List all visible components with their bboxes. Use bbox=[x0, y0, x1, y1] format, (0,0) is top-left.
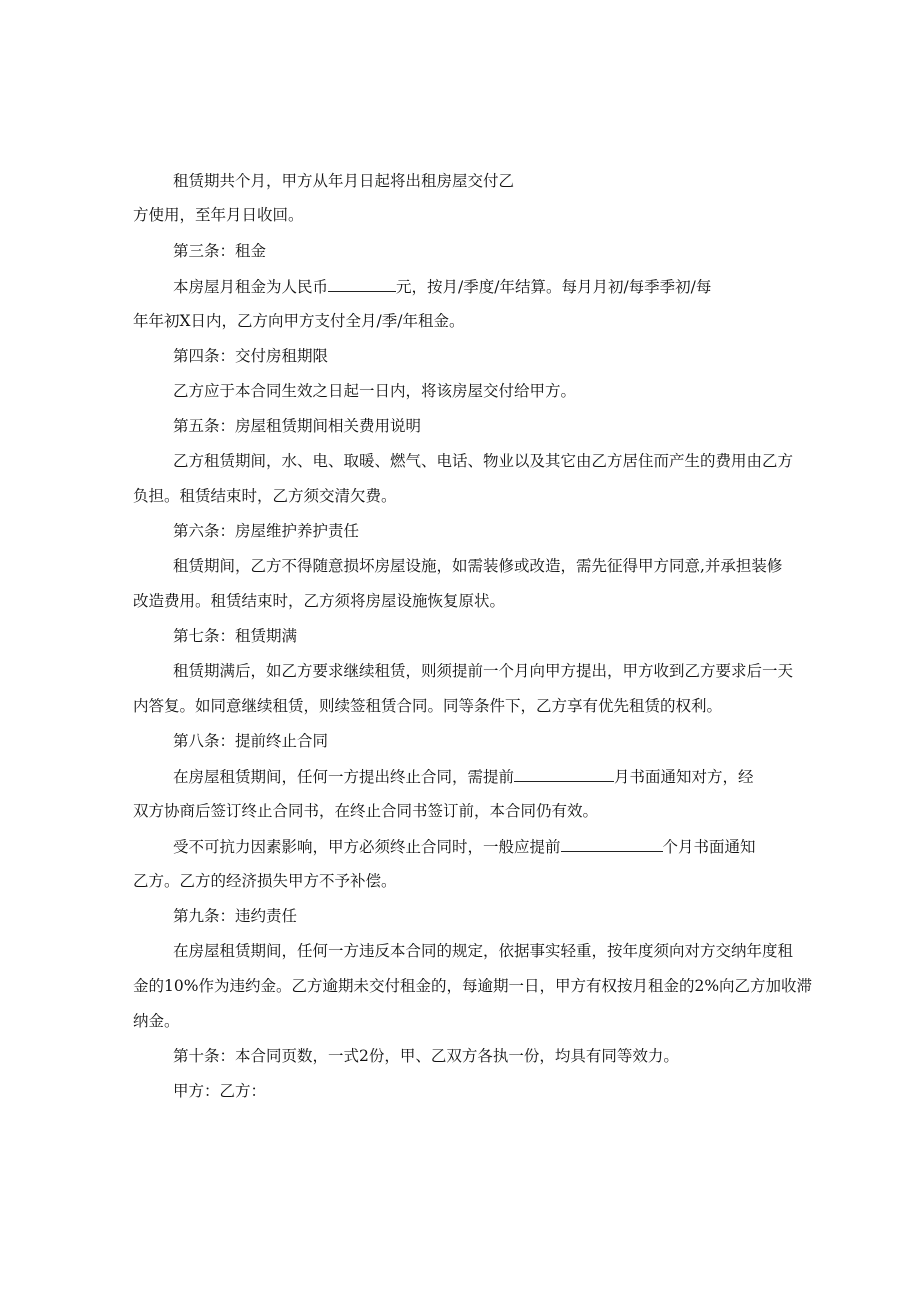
paragraph-line: 金的10%作为违约金。乙方逾期未交付租金的，每逾期一日，甲方有权按月租金的2%向乙方加收滞 bbox=[133, 977, 813, 995]
paragraph-line: 乙方应于本合同生效之日起一日内，将该房屋交付给甲方。 bbox=[173, 382, 577, 400]
paragraph-line: 租赁期满后，如乙方要求继续租赁，则须提前一个月向甲方提出，甲方收到乙方要求后一天 bbox=[173, 662, 794, 680]
paragraph-line: 双方协商后签订终止合同书，在终止合同书签订前，本合同仍有效。 bbox=[133, 802, 599, 820]
signature-line: 甲方：乙方： bbox=[173, 1082, 267, 1100]
paragraph-line bbox=[173, 276, 711, 296]
paragraph-line bbox=[173, 766, 754, 786]
paragraph-line: 负担。租赁结束时，乙方须交清欠费。 bbox=[133, 487, 397, 505]
paragraph-line: 纳金。 bbox=[133, 1012, 180, 1030]
text-segment: 月书面通知对方，经 bbox=[614, 768, 754, 786]
article-heading: 第十条：本合同页数，一式2份，甲、乙双方各执一份，均具有同等效力。 bbox=[173, 1047, 679, 1065]
paragraph-line: 改造费用。租赁结束时，乙方须将房屋设施恢复原状。 bbox=[133, 592, 506, 610]
text-segment: 个月书面通知 bbox=[662, 838, 756, 856]
paragraph-line: 乙方租赁期间，水、电、取暖、燃气、电话、物业以及其它由乙方居住而产生的费用由乙方 bbox=[173, 452, 794, 470]
paragraph-line: 年年初X日内，乙方向甲方支付全月/季/年租金。 bbox=[133, 312, 465, 330]
article-heading: 第九条：违约责任 bbox=[173, 907, 298, 925]
paragraph-line: 租赁期共个月，甲方从年月日起将出租房屋交付乙 bbox=[173, 172, 515, 190]
article-heading: 第三条：租金 bbox=[173, 242, 267, 260]
fill-in-blank bbox=[328, 276, 396, 292]
fill-in-blank bbox=[514, 766, 614, 782]
paragraph-line: 方使用，至年月日收回。 bbox=[133, 206, 304, 224]
paragraph-line: 在房屋租赁期间，任何一方违反本合同的规定，依据事实轻重，按年度须向对方交纳年度租 bbox=[173, 942, 794, 960]
text-segment: 在房屋租赁期间，任何一方提出终止合同，需提前 bbox=[173, 768, 515, 786]
article-heading: 第五条：房屋租赁期间相关费用说明 bbox=[173, 417, 422, 435]
text-segment: 受不可抗力因素影响，甲方必须终止合同时，一般应提前 bbox=[173, 838, 561, 856]
article-heading: 第八条：提前终止合同 bbox=[173, 732, 329, 750]
paragraph-line: 租赁期间，乙方不得随意损坏房屋设施，如需装修或改造，需先征得甲方同意,并承担装修 bbox=[173, 557, 783, 575]
article-heading: 第四条：交付房租期限 bbox=[173, 347, 329, 365]
paragraph-line: 内答复。如同意继续租赁，则续签租赁合同。同等条件下，乙方享有优先租赁的权利。 bbox=[133, 697, 723, 715]
article-heading: 第七条：租赁期满 bbox=[173, 627, 298, 645]
paragraph-line: 乙方。乙方的经济损失甲方不予补偿。 bbox=[133, 872, 397, 890]
fill-in-blank bbox=[561, 836, 663, 852]
text-segment: 元，按月/季度/年结算。每月月初/每季季初/每 bbox=[396, 278, 712, 296]
article-heading: 第六条：房屋维护养护责任 bbox=[173, 522, 360, 540]
paragraph-line bbox=[173, 836, 756, 856]
text-segment: 本房屋月租金为人民币 bbox=[173, 278, 329, 296]
